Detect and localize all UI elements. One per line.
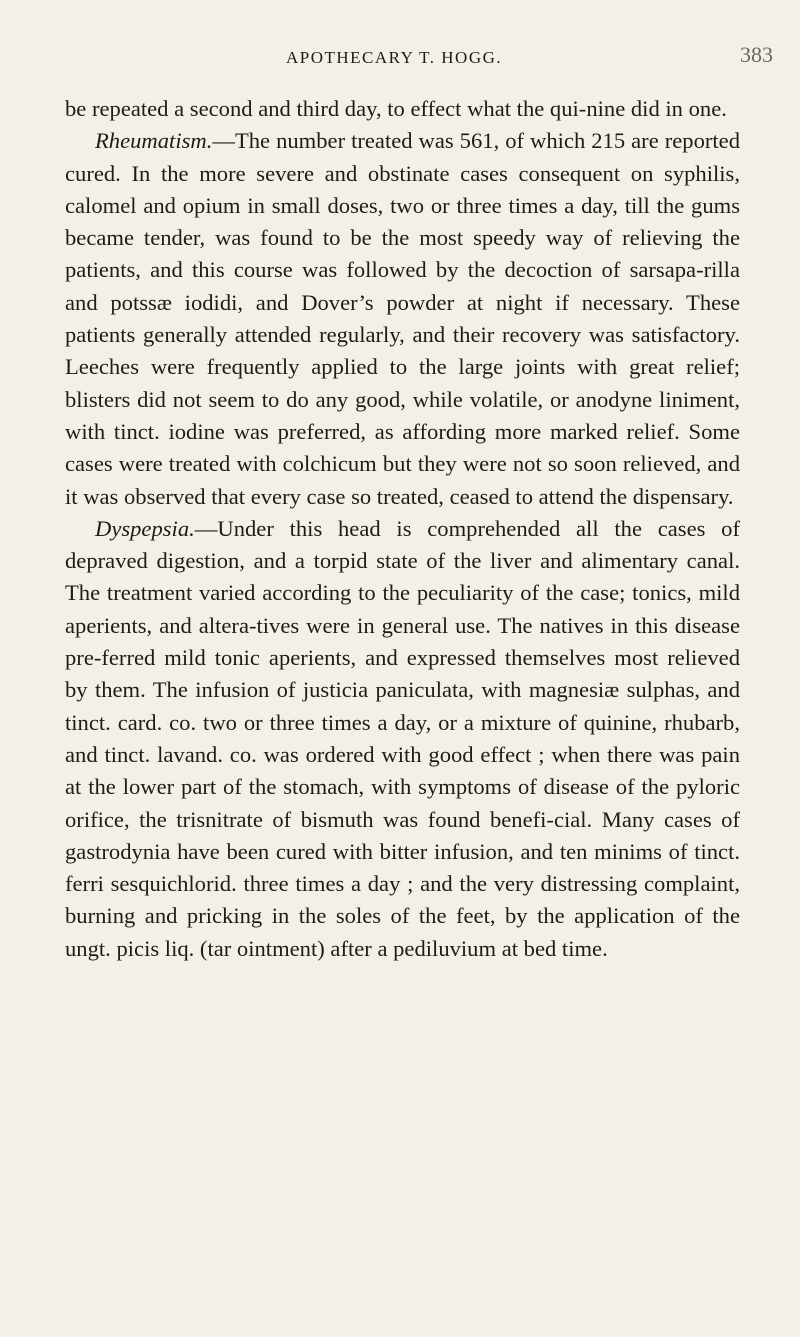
paragraph-dyspepsia [65,513,740,965]
paragraph-dyspepsia-text: —Under this head is comprehended all the cases of depraved digestion, and a torpid state of the liver and alimentary canal. The treatment varied according to the peculiarity of the case; tonics, mild aperients, and altera-tives were in general use. The natives in this disease pre-ferred mild tonic aperients, and expressed themselves most relieved by them. The infusion of justicia paniculata, with magnesiæ sulphas, and tinct. card. co. two or three times a day, or a mixture of quinine, rhubarb, and tinct. lavand. co. was ordered with good effect ; when there was pain at the lower part of the stomach, with symptoms of disease of the pyloric orifice, the trisnitrate of bismuth was found benefi-cial. Many cases of gastrodynia have been cured with bitter infusion, and ten minims of tinct. ferri sesquichlorid. three times a day ; and the very distressing complaint, burning and pricking in the soles of the feet, by the application of the ungt. picis liq. (tar ointment) after a pediluvium at bed time. [65,515,740,961]
paragraph-continuation-text: be repeated a second and third day, to effect what the qui-nine did in one. [65,96,727,121]
body-text [65,93,740,965]
paragraph-rheumatism [65,125,740,513]
paragraph-continuation [65,93,740,125]
page-number: 383 [740,42,773,67]
running-head: APOTHECARY T. HOGG. [286,48,503,67]
section-title-rheumatism: Rheumatism. [95,128,213,154]
section-title-dyspepsia: Dyspepsia. [95,515,195,541]
paragraph-rheumatism-text: —The number treated was 561, of which 215 are reported cured. In the more severe and obstinate cases consequent on syphilis, calomel and opium in small doses, two or three times a day, till the gums became tender, was found to be the most speedy way of relieving the patients, and this course was followed by the decoction of sarsapa-rilla and potssæ iodidi, and Dover’s powder at night if necessary. These patients generally attended regularly, and their recovery was satisfactory. Leeches were frequently applied to the large joints with great relief; blisters did not seem to do any good, while volatile, or anodyne liniment, with tinct. iodine was preferred, as affording more marked relief. Some cases were treated with colchicum but they were not so soon relieved, and it was observed that every case so treated, ceased to attend the dispensary. [65,128,740,509]
